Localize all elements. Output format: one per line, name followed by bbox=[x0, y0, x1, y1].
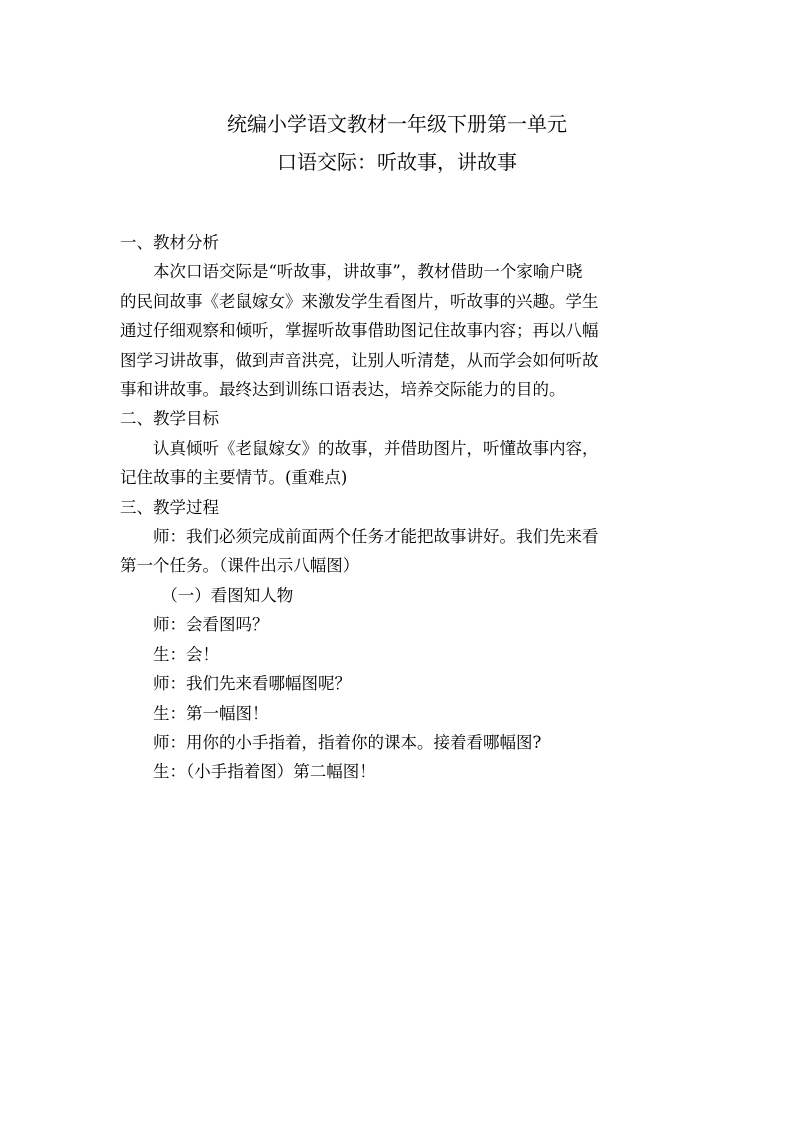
paragraph-line: 的民间故事《老鼠嫁女》来激发学生看图片，听故事的兴趣。学生 bbox=[120, 291, 599, 311]
dialog-line: 师：我们先来看哪幅图呢？ bbox=[153, 674, 351, 694]
dialog-line: 生：会！ bbox=[153, 644, 219, 664]
subsection-heading: （一）看图知人物 bbox=[161, 585, 294, 605]
title-block bbox=[0, 105, 794, 181]
paragraph-line: 通过仔细观察和倾听，掌握听故事借助图记住故事内容；再以八幅 bbox=[120, 321, 599, 341]
dialog-line: 生：（小手指着图）第二幅图！ bbox=[153, 762, 376, 782]
paragraph-line: 第一个任务。（课件出示八幅图） bbox=[120, 556, 360, 576]
paragraph-goals bbox=[120, 434, 680, 493]
section-teaching-goals bbox=[120, 404, 680, 492]
section-heading-analysis: 一、教材分析 bbox=[120, 233, 219, 252]
document-subtitle: 口语交际：听故事，讲故事 bbox=[277, 150, 517, 174]
paragraph-analysis bbox=[120, 257, 680, 404]
paragraph-line: 图学习讲故事，做到声音洪亮，让别人听清楚，从而学会如何听故 bbox=[120, 350, 599, 370]
document-title: 统编小学语文教材一年级下册第一单元 bbox=[227, 112, 567, 136]
paragraph-line: 事和讲故事。最终达到训练口语表达，培养交际能力的目的。 bbox=[120, 380, 566, 400]
dialog-list bbox=[120, 610, 680, 786]
paragraph-line: 师：我们必须完成前面两个任务才能把故事讲好。我们先来看 bbox=[153, 527, 599, 547]
section-heading-goals: 二、教学目标 bbox=[120, 409, 219, 429]
section-heading-process: 三、教学过程 bbox=[120, 497, 219, 517]
paragraph-process-intro bbox=[120, 522, 680, 581]
document-body bbox=[120, 228, 680, 787]
paragraph-line: 认真倾听《老鼠嫁女》的故事，并借助图片，听懂故事内容， bbox=[153, 438, 599, 458]
paragraph-line: 记住故事的主要情节。(重难点) bbox=[120, 468, 348, 488]
dialog-line: 师：会看图吗？ bbox=[153, 615, 269, 635]
section-textbook-analysis bbox=[120, 228, 680, 404]
section-teaching-process bbox=[120, 493, 680, 787]
dialog-line: 生：第一幅图！ bbox=[153, 703, 269, 723]
dialog-line: 师：用你的小手指着，指着你的课本。接着看哪幅图? bbox=[153, 732, 542, 752]
paragraph-line: 本次口语交际是“听故事，讲故事”，教材借助一个家喻户晓 bbox=[153, 262, 583, 282]
